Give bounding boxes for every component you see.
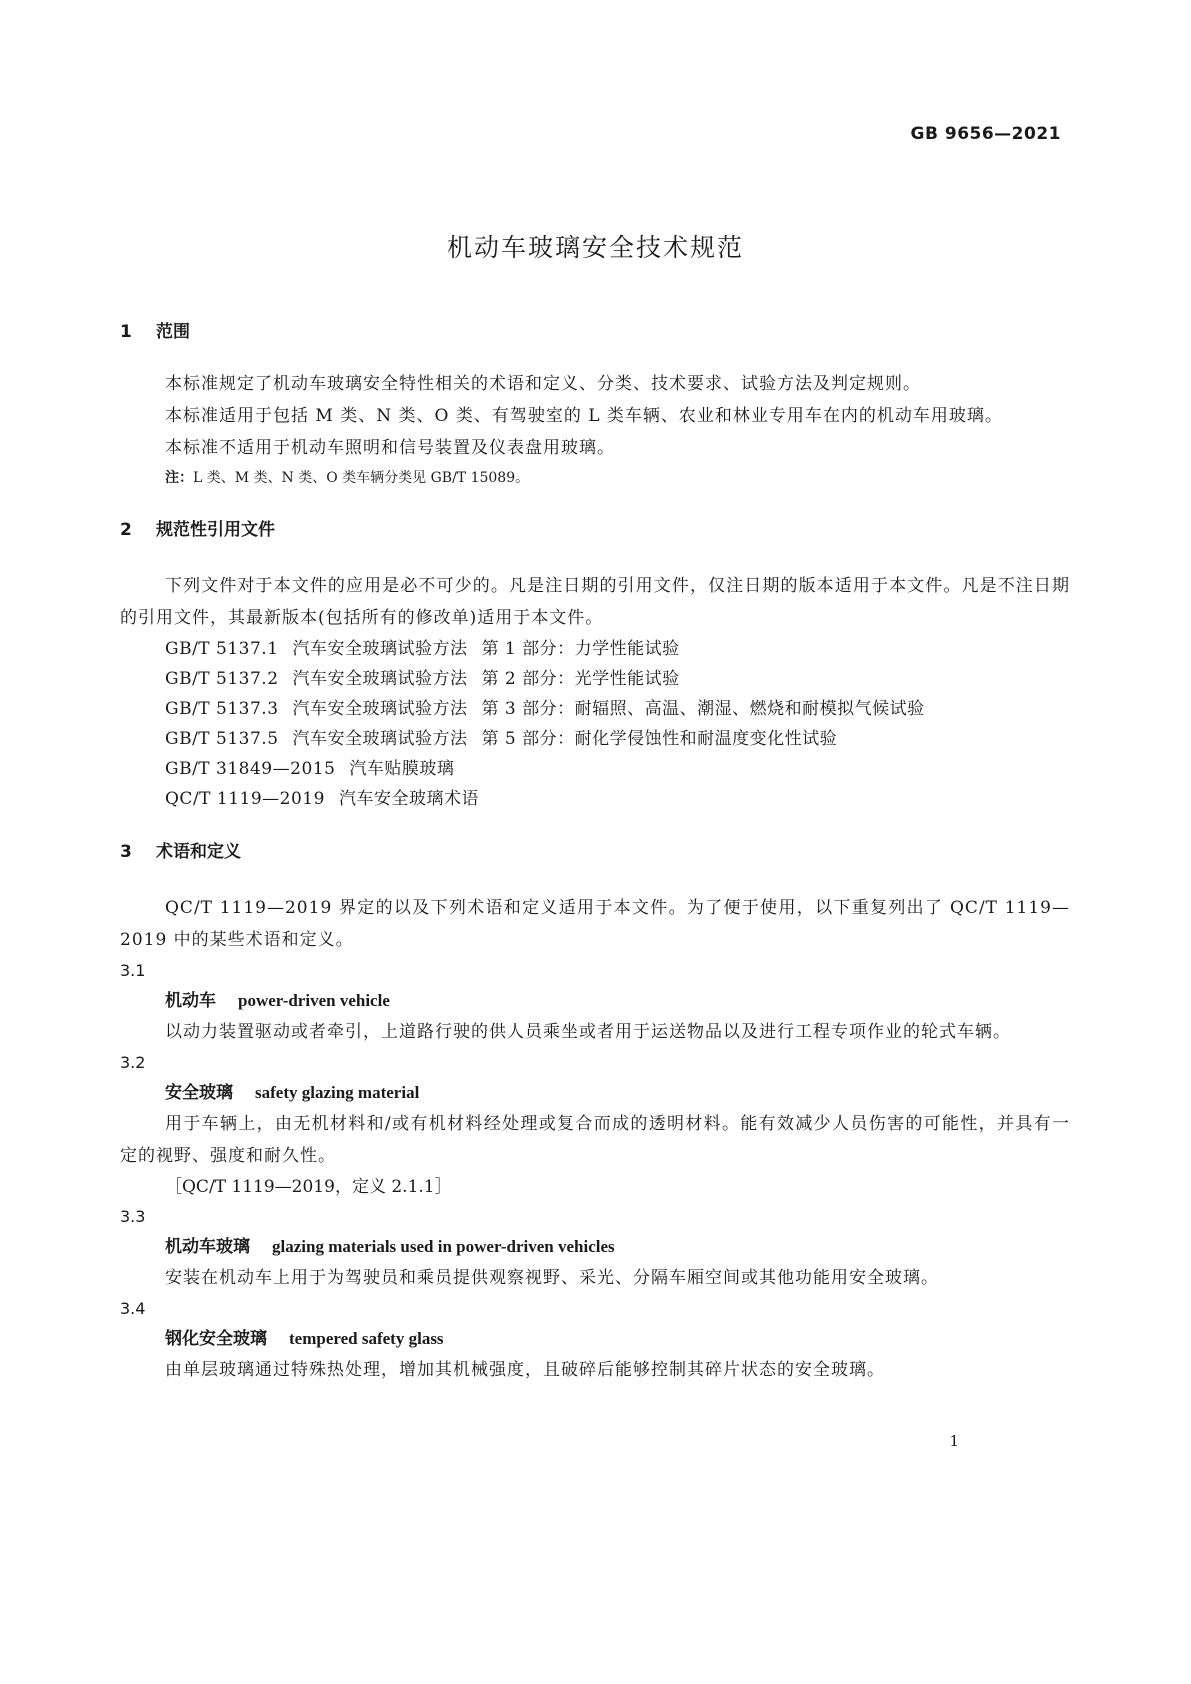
note-label: 注： (165, 470, 193, 486)
term-source: ［QC/T 1119—2019，定义 2.1.1］ (165, 1177, 452, 1197)
term-name-zh: 安全玻璃 (165, 1083, 233, 1103)
term-definition: 由单层玻璃通过特殊热处理，增加其机械强度，且破碎后能够控制其碎片状态的安全玻璃。 (165, 1360, 885, 1380)
reference-list (120, 634, 1070, 814)
ref-part: 第 2 部分：光学性能试验 (481, 669, 680, 689)
ref-title: 汽车安全玻璃试验方法 (292, 729, 468, 749)
standard-code: GB 9656—2021 (910, 124, 1061, 144)
term-number: 3.4 (120, 1299, 146, 1318)
ref-code: GB/T 31849—2015 (165, 759, 336, 779)
scope-paragraph: 本标准不适用于机动车照明和信号装置及仪表盘用玻璃。 (165, 438, 615, 458)
term-entry (120, 956, 1070, 1048)
section-2-heading (120, 518, 1070, 542)
reference-item (120, 784, 1070, 814)
ref-code: GB/T 5137.1 (165, 639, 279, 659)
ref-code: GB/T 5137.3 (165, 699, 279, 719)
term-name (120, 986, 1070, 1016)
term-entry (120, 1048, 1070, 1202)
section-number: 1 (120, 322, 132, 342)
section-title: 术语和定义 (156, 842, 241, 862)
section-title: 规范性引用文件 (156, 520, 275, 540)
term-definition: 安装在机动车上用于为驾驶员和乘员提供观察视野、采光、分隔车厢空间或其他功能用安全玻璃。 (165, 1268, 939, 1288)
reference-item (120, 694, 1070, 724)
term-name-zh: 机动车玻璃 (165, 1237, 250, 1257)
term-name-en: tempered safety glass (289, 1329, 444, 1348)
ref-part: 第 5 部分：耐化学侵蚀性和耐温度变化性试验 (481, 729, 838, 749)
scope-paragraph: 本标准规定了机动车玻璃安全特性相关的术语和定义、分类、技术要求、试验方法及判定规则。 (165, 374, 921, 394)
term-number: 3.2 (120, 1053, 146, 1072)
references-intro: 下列文件对于本文件的应用是必不可少的。凡是注日期的引用文件，仅注日期的版本适用于本文件。凡是不注日期的引用文件，其最新版本(包括所有的修改单)适用于本文件。 (120, 576, 1070, 628)
reference-item (120, 754, 1070, 784)
term-number: 3.3 (120, 1207, 146, 1226)
ref-part: 第 3 部分：耐辐照、高温、潮湿、燃烧和耐模拟气候试验 (481, 699, 925, 719)
scope-paragraph: 本标准适用于包括 M 类、N 类、O 类、有驾驶室的 L 类车辆、农业和林业专用车在内的机动车用玻璃。 (165, 406, 1003, 426)
term-name (120, 1078, 1070, 1108)
page-number: 1 (949, 1432, 959, 1450)
term-definition: 用于车辆上，由无机材料和/或有机材料经处理或复合而成的透明材料。能有效减少人员伤害的可能性，并具有一定的视野、强度和耐久性。 (120, 1114, 1070, 1166)
term-name-zh: 钢化安全玻璃 (165, 1329, 267, 1349)
section-1-heading (120, 320, 1070, 344)
reference-item (120, 634, 1070, 664)
term-name (120, 1324, 1070, 1354)
term-name-en: power-driven vehicle (238, 991, 390, 1010)
section-number: 2 (120, 520, 132, 540)
term-entry (120, 1294, 1070, 1386)
ref-title: 汽车安全玻璃试验方法 (292, 669, 468, 689)
ref-part: 第 1 部分：力学性能试验 (481, 639, 680, 659)
section-3-heading (120, 840, 1070, 864)
reference-item (120, 664, 1070, 694)
term-number: 3.1 (120, 961, 146, 980)
document-title: 机动车玻璃安全技术规范 (446, 233, 744, 262)
section-number: 3 (120, 842, 132, 862)
term-name-en: safety glazing material (255, 1083, 420, 1102)
term-entry (120, 1202, 1070, 1294)
ref-title: 汽车安全玻璃试验方法 (292, 699, 468, 719)
reference-item (120, 724, 1070, 754)
section-title: 范围 (156, 322, 190, 342)
term-name (120, 1232, 1070, 1262)
ref-code: GB/T 5137.2 (165, 669, 279, 689)
term-name-zh: 机动车 (165, 991, 216, 1011)
document-body (120, 320, 1070, 1386)
ref-code: GB/T 5137.5 (165, 729, 279, 749)
scope-note (120, 464, 1070, 492)
ref-code: QC/T 1119—2019 (165, 789, 325, 809)
terms-intro: QC/T 1119—2019 界定的以及下列术语和定义适用于本文件。为了便于使用，以下重复列出了 QC/T 1119—2019 中的某些术语和定义。 (120, 898, 1070, 950)
note-text: L 类、M 类、N 类、O 类车辆分类见 GB/T 15089。 (193, 470, 530, 486)
ref-title: 汽车安全玻璃试验方法 (292, 639, 468, 659)
ref-title: 汽车安全玻璃术语 (338, 789, 479, 809)
term-name-en: glazing materials used in power-driven vehicles (272, 1237, 615, 1256)
ref-title: 汽车贴膜玻璃 (349, 759, 455, 779)
term-definition: 以动力装置驱动或者牵引，上道路行驶的供人员乘坐或者用于运送物品以及进行工程专项作业的轮式车辆。 (165, 1022, 1011, 1042)
